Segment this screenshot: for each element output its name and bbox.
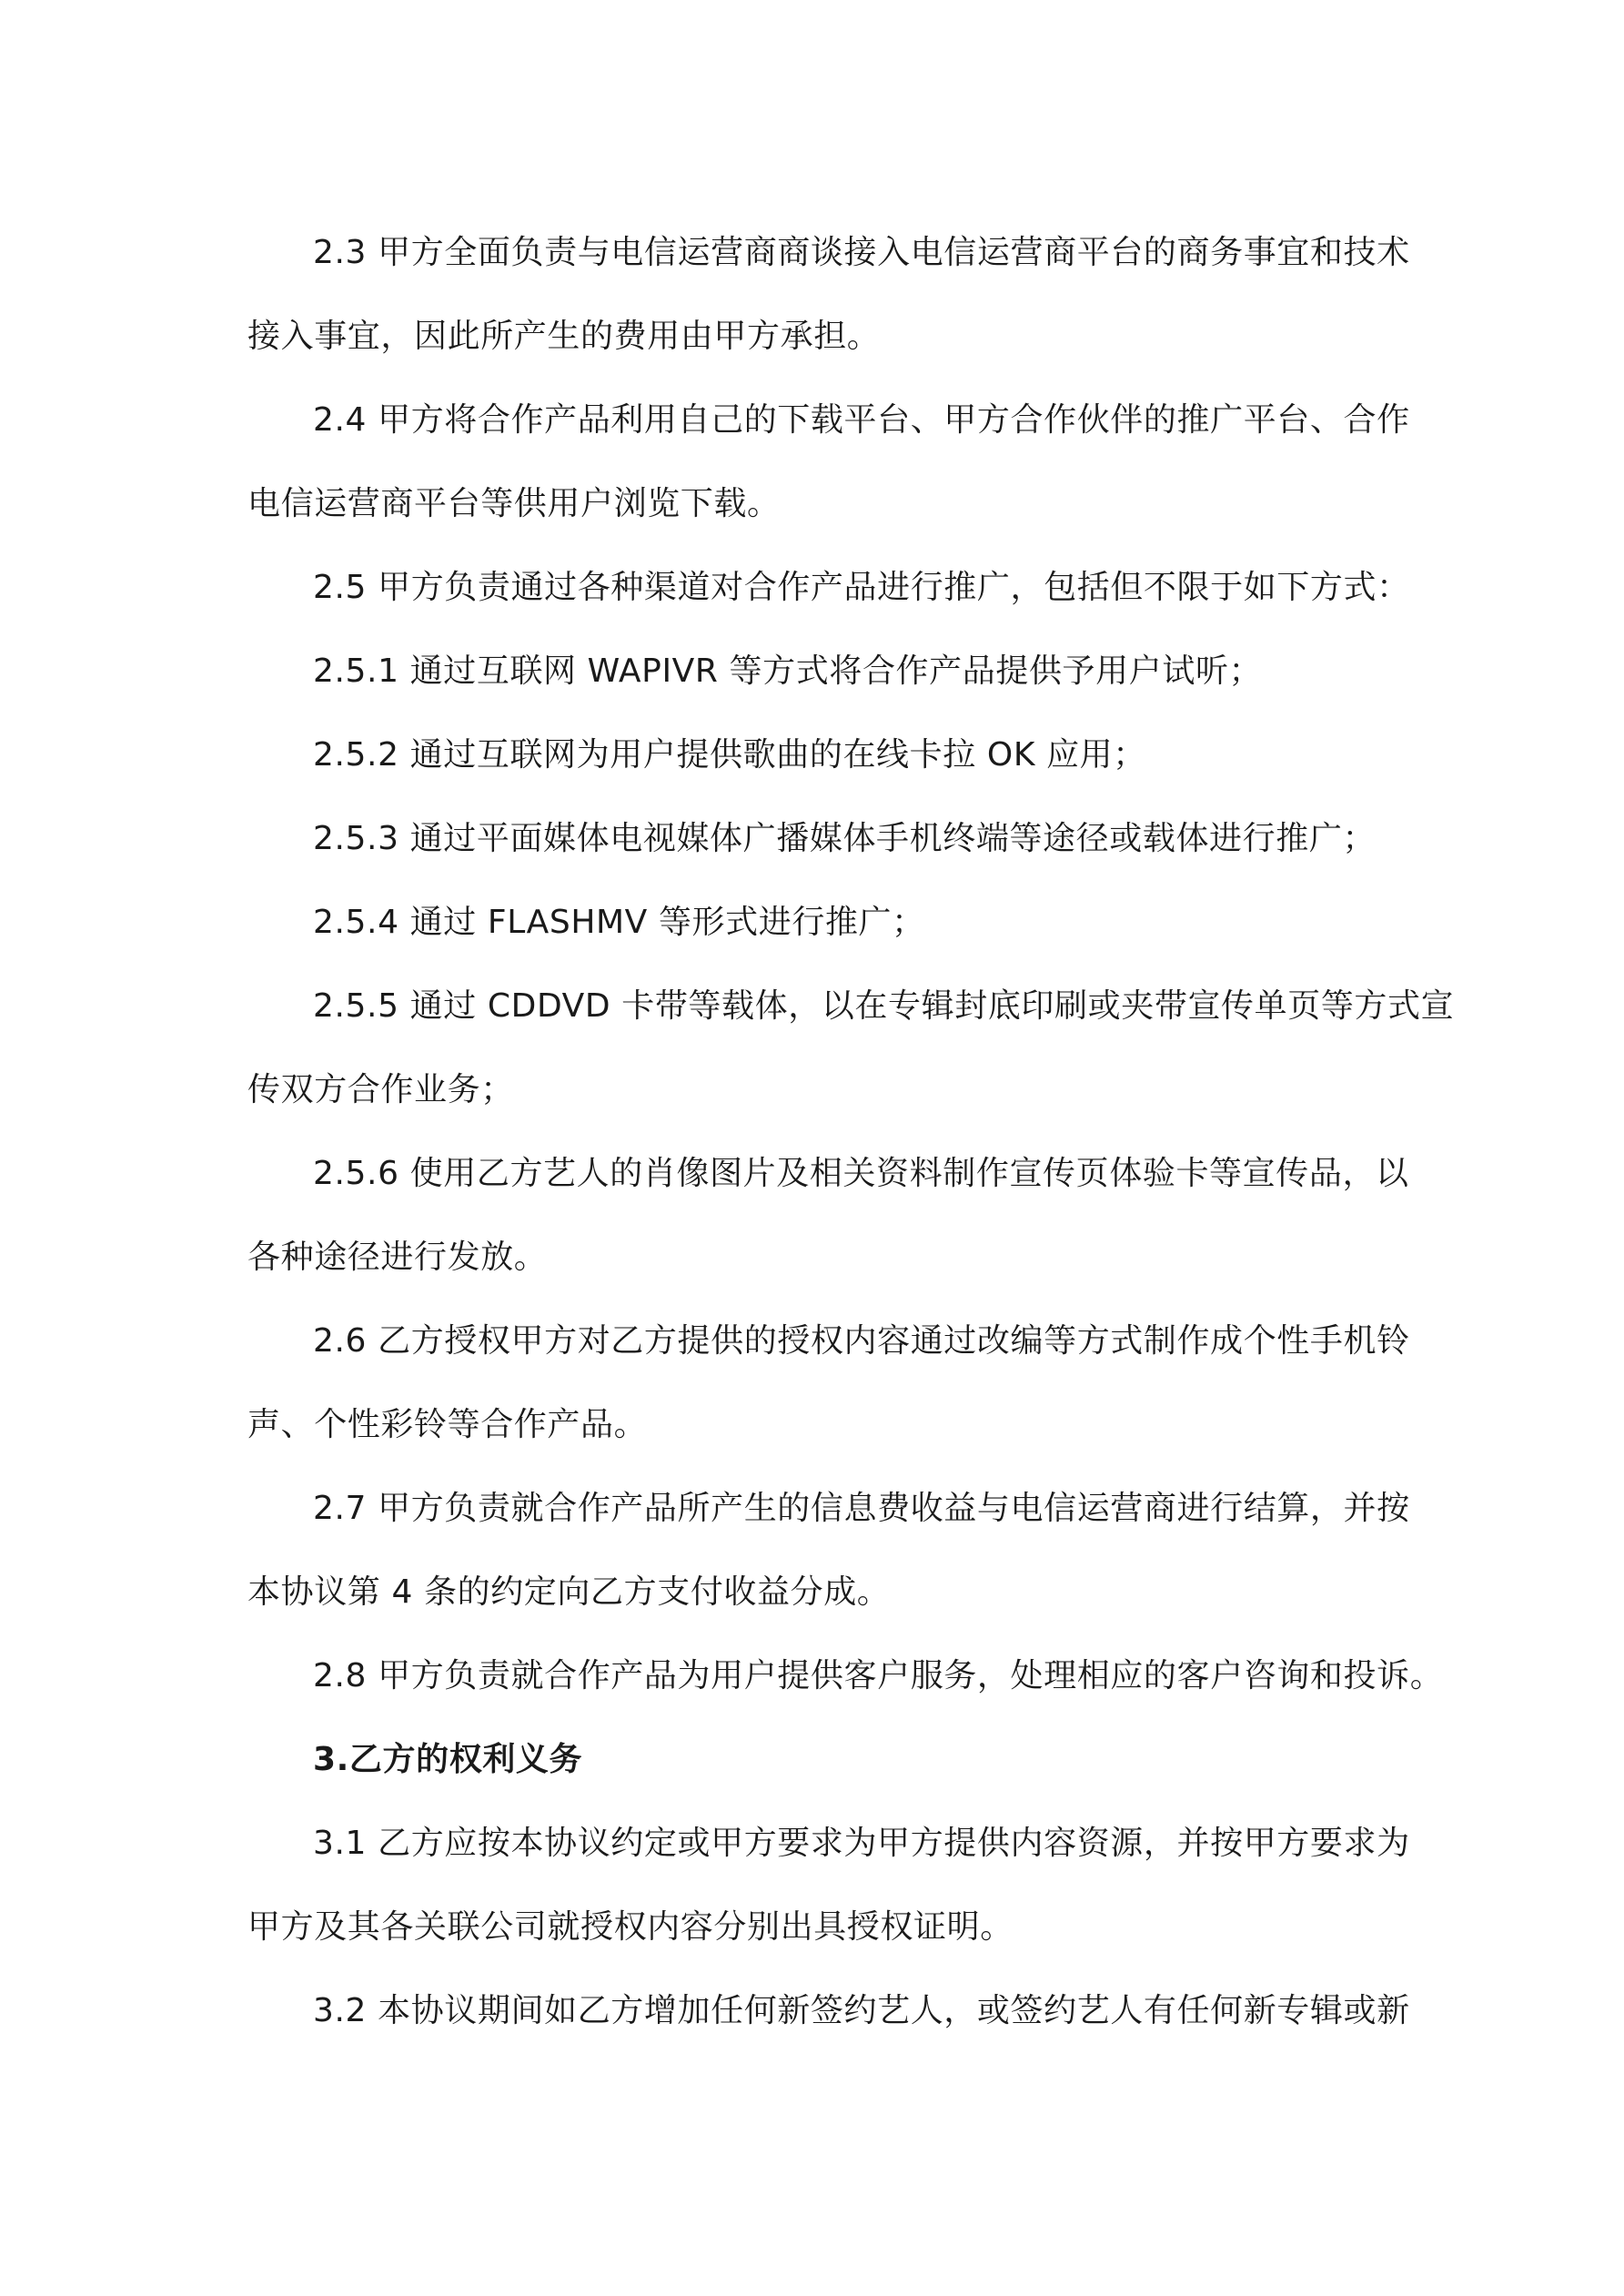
document-body <box>247 211 1455 2053</box>
paragraph-2-5-6-line-1: 2.5.6 使用乙方艺人的肖像图片及相关资料制作宣传页体验卡等宣传品，以 <box>313 1155 1409 1192</box>
paragraph-2-5: 2.5 甲方负责通过各种渠道对合作产品进行推广，包括但不限于如下方式： <box>313 569 1410 606</box>
paragraph-2-5-2: 2.5.2 通过互联网为用户提供歌曲的在线卡拉 OK 应用； <box>313 736 1146 774</box>
paragraph-2-7-line-1: 2.7 甲方负责就合作产品所产生的信息费收益与电信运营商进行结算，并按 <box>313 1490 1410 1527</box>
paragraph-2-5-5-line-1: 2.5.5 通过 CDDVD 卡带等载体，以在专辑封底印刷或夹带宣传单页等方式宣 <box>313 987 1455 1025</box>
paragraph-3-1-line-1: 3.1 乙方应按本协议约定或甲方要求为甲方提供内容资源，并按甲方要求为 <box>313 1825 1410 1862</box>
paragraph-2-8: 2.8 甲方负责就合作产品为用户提供客户服务，处理相应的客户咨询和投诉。 <box>313 1657 1444 1694</box>
paragraph-2-6-line-2: 声、个性彩铃等合作产品。 <box>247 1406 648 1443</box>
paragraph-2-7-line-2: 本协议第 4 条的约定向乙方支付收益分成。 <box>247 1573 891 1611</box>
paragraph-2-6-line-1: 2.6 乙方授权甲方对乙方提供的授权内容通过改编等方式制作成个性手机铃 <box>313 1322 1410 1360</box>
paragraph-2-3-line-2: 接入事宜，因此所产生的费用由甲方承担。 <box>247 318 881 355</box>
paragraph-2-4-line-2: 电信运营商平台等供用户浏览下载。 <box>247 485 781 522</box>
paragraph-2-5-1: 2.5.1 通过互联网 WAPIVR 等方式将合作产品提供予用户试听； <box>313 652 1263 690</box>
section-3-heading: 3.乙方的权利义务 <box>313 1741 583 1778</box>
paragraph-2-5-4: 2.5.4 通过 FLASHMV 等形式进行推广； <box>313 904 925 941</box>
paragraph-2-5-5-line-2: 传双方合作业务； <box>247 1071 514 1108</box>
paragraph-3-1-line-2: 甲方及其各关联公司就授权内容分别出具授权证明。 <box>247 1908 1014 1946</box>
paragraph-2-4-line-1: 2.4 甲方将合作产品利用自己的下载平台、甲方合作伙伴的推广平台、合作 <box>313 401 1410 439</box>
paragraph-2-3-line-1: 2.3 甲方全面负责与电信运营商商谈接入电信运营商平台的商务事宜和技术 <box>313 234 1410 271</box>
paragraph-2-5-3: 2.5.3 通过平面媒体电视媒体广播媒体手机终端等途径或载体进行推广； <box>313 820 1377 857</box>
paragraph-2-5-6-line-2: 各种途径进行发放。 <box>247 1239 548 1276</box>
paragraph-3-2-line-1: 3.2 本协议期间如乙方增加任何新签约艺人，或签约艺人有任何新专辑或新 <box>313 1992 1410 2029</box>
